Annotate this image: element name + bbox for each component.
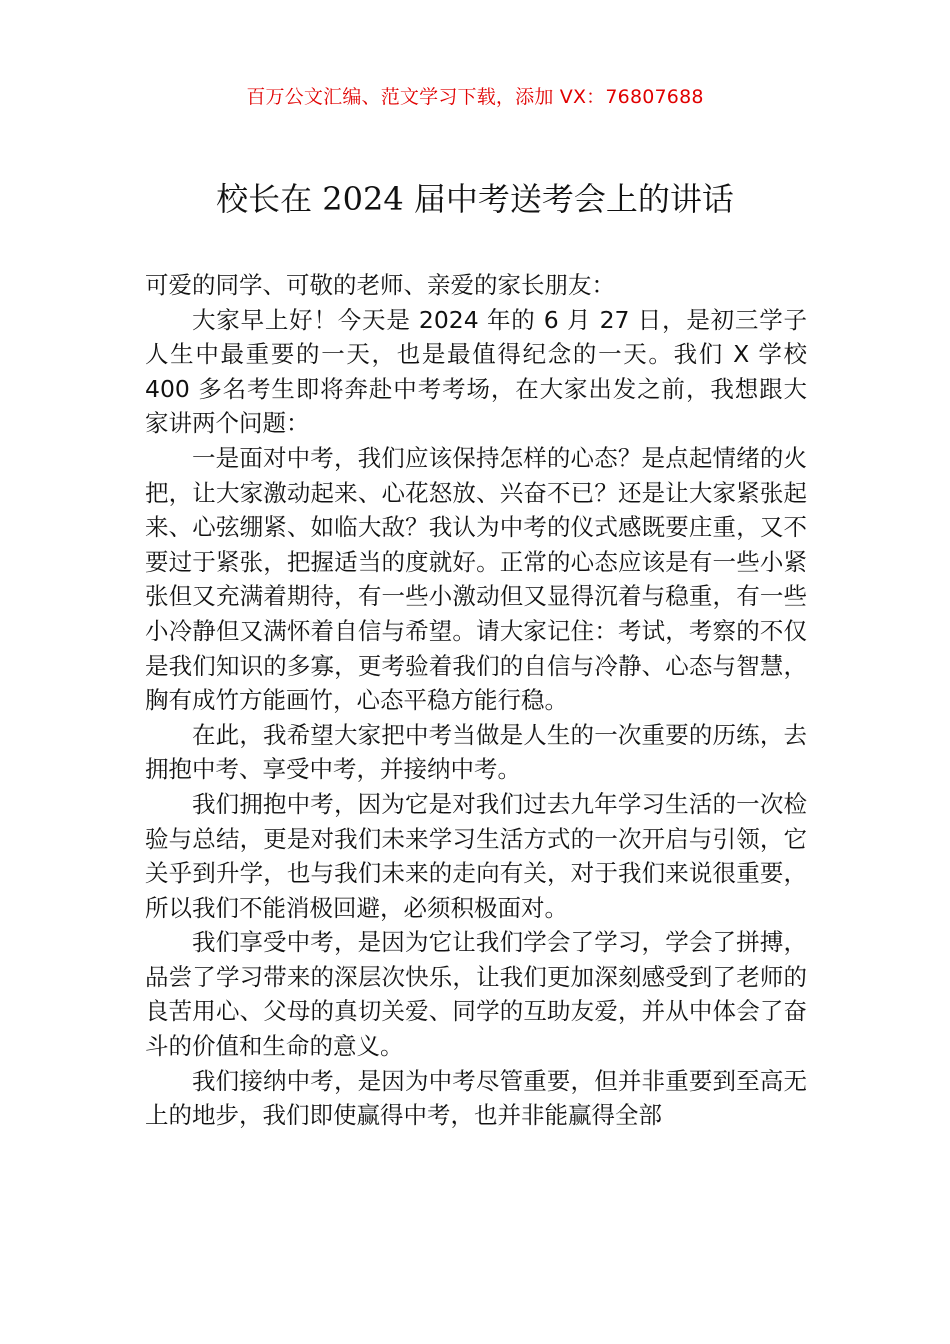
document-body [145, 268, 807, 1133]
paragraph: 大家早上好！今天是 2024 年的 6 月 27 日，是初三学子人生中最重要的一天，也是最值得纪念的一天。我们 X 学校 400 多名考生即将奔赴中考考场，在大家出发之前，我想跟大家讲两个问题： [145, 305, 807, 438]
header-watermark-note: 百万公文汇编、范文学习下载，添加 VX：76807688 [246, 86, 704, 108]
document-title: 校长在 2024 届中考送考会上的讲话 [216, 180, 734, 218]
paragraph: 我们拥抱中考，因为它是对我们过去九年学习生活的一次检验与总结，更是对我们未来学习生活方式的一次开启与引领，它关乎到升学，也与我们未来的走向有关，对于我们来说很重要，所以我们不能消极回避，必须积极面对。 [145, 789, 807, 922]
paragraph: 一是面对中考，我们应该保持怎样的心态？是点起情绪的火把，让大家激动起来、心花怒放、兴奋不已？还是让大家紧张起来、心弦绷紧、如临大敌？我认为中考的仪式感既要庄重，又不要过于紧张，把握适当的度就好。正常的心态应该是有一些小紧张但又充满着期待，有一些小激动但又显得沉着与稳重，有一些小冷静但又满怀着自信与希望。请大家记住：考试，考察的不仅是我们知识的多寡，更考验着我们的自信与冷静、心态与智慧，胸有成竹方能画竹，心态平稳方能行稳。 [145, 443, 807, 715]
paragraph: 我们享受中考，是因为它让我们学会了学习，学会了拼搏，品尝了学习带来的深层次快乐，让我们更加深刻感受到了老师的良苦用心、父母的真切关爱、同学的互助友爱，并从中体会了奋斗的价值和生命的意义。 [145, 928, 807, 1061]
salutation: 可爱的同学、可敬的老师、亲爱的家长朋友： [145, 271, 615, 299]
paragraph: 在此，我希望大家把中考当做是人生的一次重要的历练，去拥抱中考、享受中考，并接纳中考。 [145, 720, 807, 784]
paragraph: 我们接纳中考，是因为中考尽管重要，但并非重要到至高无上的地步，我们即使赢得中考，也并非能赢得全部 [145, 1066, 807, 1130]
